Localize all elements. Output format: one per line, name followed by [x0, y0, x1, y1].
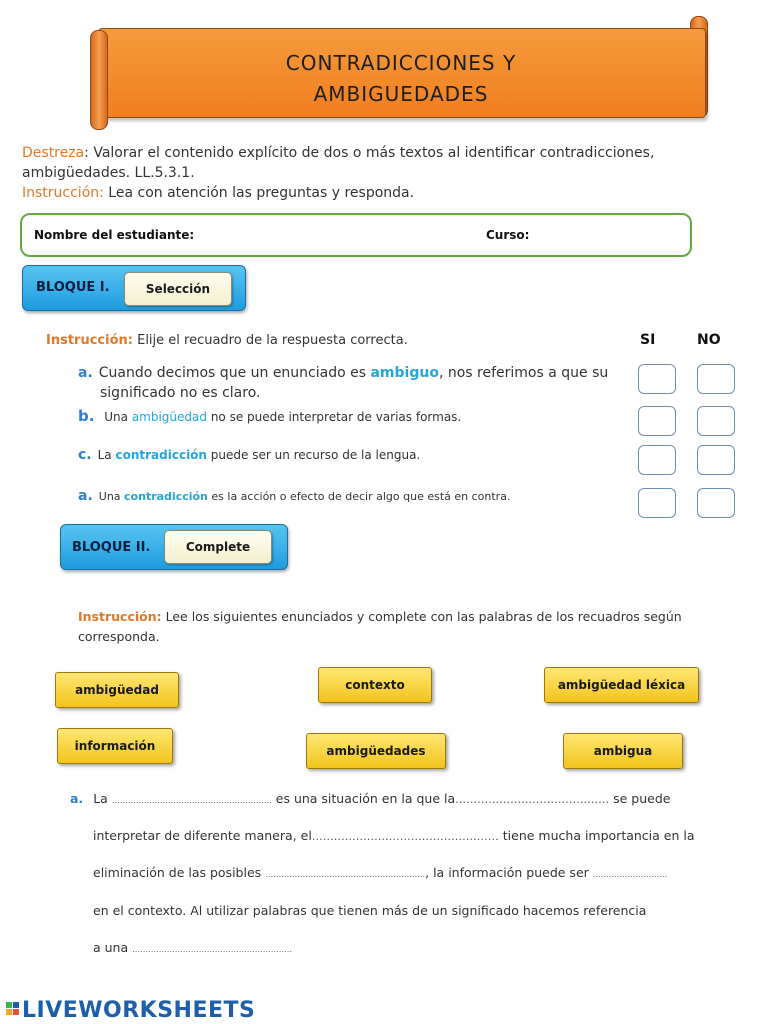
- p1-text-a: La: [93, 791, 112, 806]
- section-1-instruction-label: Instrucción:: [46, 333, 133, 348]
- paragraph-line-3: [93, 865, 667, 880]
- bloque-2-label: BLOQUE II.: [72, 540, 151, 555]
- no-header: NO: [697, 332, 721, 348]
- section-1-instruction-text: Elije el recuadro de la respuesta correcta.: [132, 333, 408, 348]
- destreza-line: [22, 143, 654, 163]
- paragraph-line-1: [70, 791, 670, 806]
- blank-6[interactable]: ……………………………………………………: [132, 945, 293, 954]
- liveworksheets-logo-icon: [6, 1002, 20, 1016]
- question-2-key: ambigüedad: [131, 410, 207, 424]
- p3-text-b: , la información puede ser: [425, 865, 593, 880]
- question-2-letter: b.: [78, 407, 95, 425]
- question-4: [78, 486, 510, 507]
- complete-button[interactable]: Complete: [164, 530, 272, 564]
- q3-no-checkbox[interactable]: [697, 445, 735, 475]
- question-4-pre: Una: [98, 490, 125, 503]
- destreza-colon: :: [84, 145, 89, 161]
- question-1-line-2: significado no es claro.: [100, 385, 261, 401]
- question-2: [78, 406, 461, 427]
- question-4-letter: a.: [78, 488, 93, 504]
- section-2-instruction-label: Instrucción:: [78, 609, 162, 624]
- p1-text-c: se puede: [609, 791, 671, 806]
- blank-2[interactable]: ……………………………………: [455, 793, 610, 806]
- question-4-key: contradicción: [124, 490, 208, 503]
- paragraph-line-4: en el contexto. Al utilizar palabras que tienen más de un significado hacemos referencia: [93, 903, 647, 918]
- instruccion-line: [22, 183, 414, 203]
- title-line-1: CONTRADICCIONES Y: [285, 51, 517, 75]
- question-3-post: puede ser un recurso de la lengua.: [206, 448, 421, 462]
- question-3-pre: La: [97, 448, 116, 462]
- blank-4[interactable]: ……………………………………………………: [265, 870, 426, 879]
- question-3-letter: c.: [78, 447, 92, 463]
- bloque-1-label: BLOQUE I.: [36, 280, 110, 295]
- instruccion-text: Lea con atención las preguntas y responda.: [103, 185, 415, 201]
- blank-1[interactable]: ……………………………………………………: [111, 796, 272, 805]
- page-title: [98, 48, 704, 110]
- question-3: [78, 445, 420, 465]
- paragraph-line-2: [93, 828, 695, 843]
- question-1-post: , nos referimos a que su: [438, 365, 609, 381]
- word-ambigua[interactable]: ambigua: [563, 733, 683, 769]
- p5-text-a: a una: [93, 940, 133, 955]
- question-1-key: ambiguo: [370, 365, 439, 381]
- word-informacion[interactable]: información: [57, 728, 173, 764]
- q1-si-checkbox[interactable]: [638, 364, 676, 394]
- q4-no-checkbox[interactable]: [697, 488, 735, 518]
- destreza-label: Destreza: [22, 145, 85, 161]
- section-1-instruction: [46, 333, 408, 348]
- question-1: [78, 363, 620, 383]
- seleccion-button[interactable]: Selección: [124, 272, 232, 306]
- question-4-post: es la acción o efecto de decir algo que está en contra.: [207, 490, 511, 503]
- section-2-instruction-text: Lee los siguientes enunciados y complete con las palabras de los recuadros según: [161, 609, 682, 624]
- p1-text-b: es una situación en la que la: [271, 791, 456, 806]
- p2-text-b: tiene mucha importancia en la: [498, 828, 695, 843]
- word-ambiguedad[interactable]: ambigüedad: [55, 672, 179, 708]
- section-2-instruction: [78, 607, 718, 627]
- q4-si-checkbox[interactable]: [638, 488, 676, 518]
- q3-si-checkbox[interactable]: [638, 445, 676, 475]
- section-2-instruction-line-2: corresponda.: [78, 629, 160, 644]
- blank-5[interactable]: ……………………….: [592, 870, 668, 879]
- destreza-line-2: ambigüedades. LL.5.3.1.: [22, 165, 195, 181]
- q2-si-checkbox[interactable]: [638, 406, 676, 436]
- p2-text-a: interpretar de diferente manera, el: [93, 828, 312, 843]
- si-header: SI: [640, 332, 656, 348]
- instruccion-label: Instrucción:: [22, 185, 104, 201]
- word-ambiguedad-lexica[interactable]: ambigüedad léxica: [544, 667, 699, 703]
- word-contexto[interactable]: contexto: [318, 667, 432, 703]
- q2-no-checkbox[interactable]: [697, 406, 735, 436]
- question-2-post: no se puede interpretar de varias formas.: [207, 410, 462, 424]
- course-label: Curso:: [486, 228, 530, 242]
- title-line-2: AMBIGUEDADES: [313, 82, 489, 106]
- liveworksheets-logo[interactable]: LIVEWORKSHEETS: [22, 998, 256, 1023]
- word-ambiguedades[interactable]: ambigüedades: [306, 733, 446, 769]
- question-1-letter: a.: [78, 365, 93, 381]
- destreza-text-1: Valorar el contenido explícito de dos o más textos al identificar contradicciones,: [88, 145, 655, 161]
- question-1-pre: Cuando decimos que un enunciado es: [98, 365, 371, 381]
- question-2-pre: Una: [100, 410, 132, 424]
- p3-text-a: eliminación de las posibles: [93, 865, 266, 880]
- question-3-key: contradicción: [115, 448, 207, 462]
- student-name-label: Nombre del estudiante:: [34, 228, 195, 242]
- q1-no-checkbox[interactable]: [697, 364, 735, 394]
- paragraph-letter: a.: [70, 791, 84, 806]
- paragraph-line-5: [93, 940, 292, 955]
- blank-3[interactable]: ……………………………………………: [311, 830, 499, 843]
